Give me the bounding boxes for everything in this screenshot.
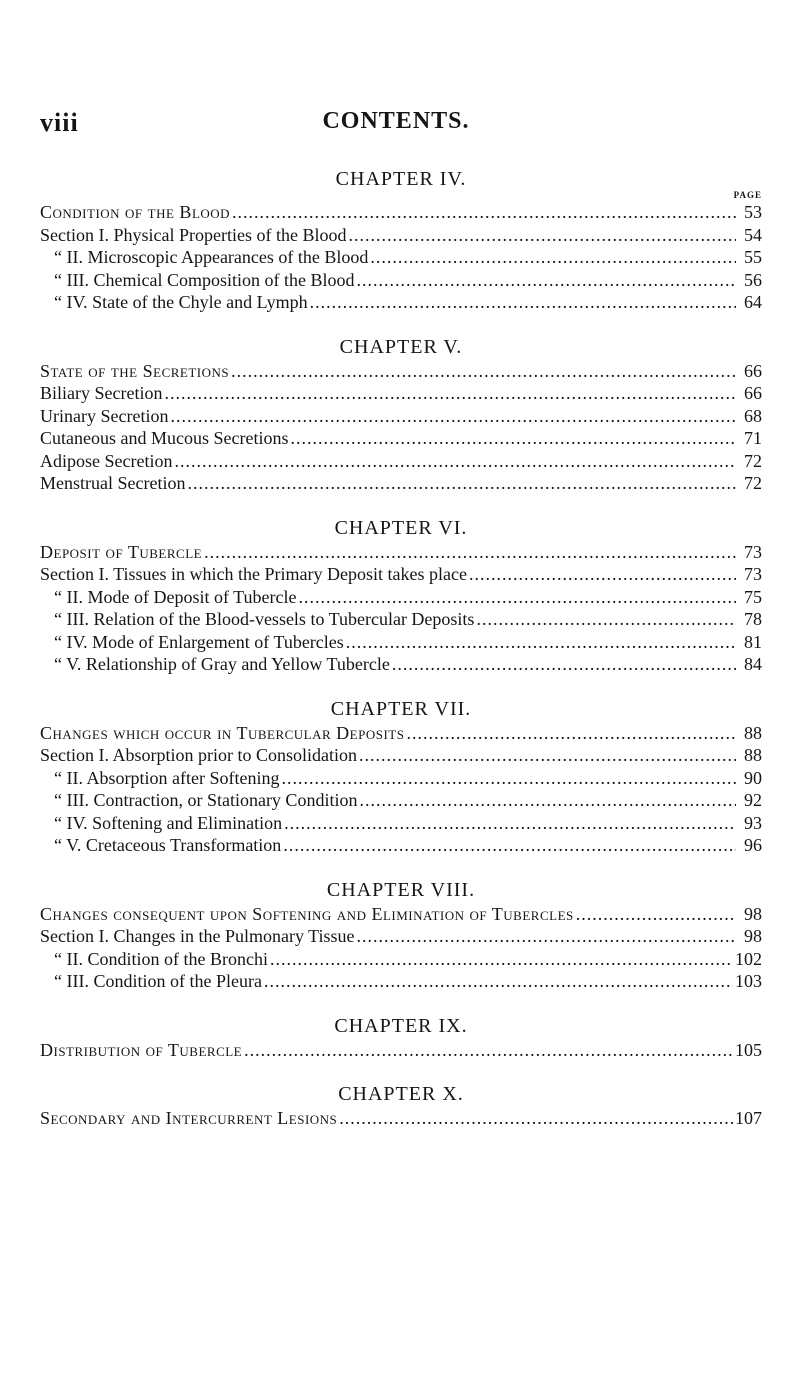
toc-entry[interactable]: [40, 450, 762, 473]
toc-entry-label: Menstrual Secretion: [40, 473, 186, 493]
toc-entry[interactable]: [40, 722, 762, 745]
toc-entry-page: 81: [744, 631, 762, 652]
toc-entry-label: “ II. Mode of Deposit of Tubercle: [54, 586, 297, 607]
dot-leader: [244, 1039, 733, 1062]
toc-entry-page: 107: [735, 1108, 762, 1128]
dot-leader: [298, 586, 736, 609]
dot-leader: [406, 722, 736, 745]
page-number-folio: viii: [40, 108, 79, 137]
dot-leader: [232, 201, 736, 224]
toc-entry-label: Section I. Absorption prior to Consolidation: [40, 745, 357, 765]
toc-entry-label: Changes consequent upon Softening and Elimination of Tubercles: [40, 903, 574, 924]
toc-entry[interactable]: [40, 653, 762, 676]
chapter-block: [40, 334, 762, 495]
toc-entry[interactable]: [40, 586, 762, 609]
chapter-block: [40, 696, 762, 857]
toc-entry[interactable]: [40, 970, 762, 993]
toc-entry-label: Deposit of Tubercle: [40, 541, 203, 562]
toc-entry-page: 96: [744, 835, 762, 855]
toc-entry-page: 88: [744, 722, 762, 743]
dot-leader: [346, 631, 736, 654]
toc-entry-label: Biliary Secretion: [40, 383, 163, 403]
toc-entry-label: “ II. Microscopic Appearances of the Blood: [54, 247, 369, 267]
toc-entry-label: Section I. Physical Properties of the Blood: [40, 224, 347, 245]
dot-leader: [164, 382, 736, 405]
toc-entry[interactable]: [40, 427, 762, 450]
dot-leader: [469, 563, 736, 586]
toc-entry[interactable]: [40, 246, 762, 269]
dot-leader: [392, 653, 736, 676]
toc-entry-label: “ III. Chemical Composition of the Blood: [54, 269, 355, 290]
toc-entry-page: 88: [744, 745, 762, 765]
toc-entry[interactable]: [40, 269, 762, 292]
dot-leader: [359, 789, 736, 812]
toc-entry-label: Condition of the Blood: [40, 202, 231, 222]
toc-entry-label: Urinary Secretion: [40, 405, 169, 426]
dot-leader: [283, 834, 736, 857]
toc-entry-label: “ IV. Mode of Enlargement of Tubercles: [54, 631, 344, 652]
toc-entry-page: 105: [735, 1039, 762, 1060]
toc-entry[interactable]: [40, 541, 762, 564]
toc-entry[interactable]: [40, 744, 762, 767]
dot-leader: [170, 405, 736, 428]
toc-entry[interactable]: [40, 608, 762, 631]
toc-entry-page: 72: [744, 473, 762, 493]
chapter-title: CHAPTER VI.: [334, 516, 468, 539]
toc-entry-page: 93: [744, 812, 762, 833]
toc-entry[interactable]: [40, 1107, 762, 1130]
chapter-title: CHAPTER IV.: [335, 168, 467, 190]
dot-leader: [476, 608, 736, 631]
toc-entry-page: 98: [744, 926, 762, 946]
toc-entry-label: Cutaneous and Mucous Secretions: [40, 428, 289, 448]
toc-entry[interactable]: [40, 382, 762, 405]
chapter-block: [40, 1081, 762, 1130]
dot-leader: [356, 269, 736, 292]
toc-entry-page: 78: [744, 609, 762, 629]
toc-entry-label: “ IV. Softening and Elimination: [54, 812, 283, 833]
chapter-block: [40, 515, 762, 676]
dot-leader: [264, 970, 733, 993]
toc-entry-page: 102: [735, 948, 762, 969]
toc-entry-label: “ III. Contraction, or Stationary Condition: [54, 790, 358, 810]
dot-leader: [339, 1107, 733, 1130]
dot-leader: [370, 246, 736, 269]
dot-leader: [204, 541, 736, 564]
toc-entry[interactable]: [40, 925, 762, 948]
toc-entry-page: 84: [744, 654, 762, 674]
toc-entry[interactable]: [40, 631, 762, 654]
toc-entry[interactable]: [40, 767, 762, 790]
toc-entry-page: 66: [744, 360, 762, 381]
dot-leader: [270, 948, 733, 971]
dot-leader: [290, 427, 736, 450]
toc-entry-page: 103: [735, 971, 762, 991]
toc-entry[interactable]: [40, 789, 762, 812]
toc-entry-label: “ V. Relationship of Gray and Yellow Tubercle: [54, 654, 390, 674]
dot-leader: [357, 925, 737, 948]
toc-entry-label: Secondary and Intercurrent Lesions: [40, 1108, 338, 1128]
toc-entry[interactable]: [40, 1039, 762, 1062]
dot-leader: [359, 744, 736, 767]
chapter-title: CHAPTER IX.: [334, 1014, 468, 1037]
toc-entry-page: 92: [744, 790, 762, 810]
toc-entry-label: Changes which occur in Tubercular Deposits: [40, 722, 405, 743]
dot-leader: [310, 291, 736, 314]
chapter-block: [40, 877, 762, 993]
toc-entry[interactable]: [40, 360, 762, 383]
toc-entry-label: Adipose Secretion: [40, 450, 173, 471]
toc-entry-label: “ II. Condition of the Bronchi: [54, 948, 268, 969]
table-of-contents: [40, 166, 762, 1150]
toc-entry[interactable]: [40, 948, 762, 971]
chapter-title: CHAPTER VII.: [330, 697, 472, 720]
toc-entry-page: 75: [744, 586, 762, 607]
page-header: [40, 108, 752, 138]
toc-entry[interactable]: [40, 405, 762, 428]
toc-entry-page: 73: [744, 564, 762, 584]
dot-leader: [174, 450, 736, 473]
chapter-title: CHAPTER V.: [339, 335, 463, 358]
chapter-block: [40, 1013, 762, 1062]
toc-entry-label: Distribution of Tubercle: [40, 1039, 243, 1060]
toc-entry-page: 66: [744, 383, 762, 403]
toc-entry-label: Section I. Tissues in which the Primary Deposit takes place: [40, 564, 467, 584]
toc-entry-label: Section I. Changes in the Pulmonary Tissue: [40, 926, 355, 946]
toc-entry-page: 64: [744, 292, 762, 312]
toc-entry[interactable]: [40, 903, 762, 926]
dot-leader: [231, 360, 736, 383]
toc-entry-label: “ IV. State of the Chyle and Lymph: [54, 292, 308, 312]
toc-entry-page: 56: [744, 269, 762, 290]
toc-entry[interactable]: [40, 563, 762, 586]
dot-leader: [187, 472, 736, 495]
toc-entry-page: 55: [744, 247, 762, 267]
running-head: CONTENTS.: [322, 108, 470, 134]
toc-entry[interactable]: [40, 201, 762, 224]
toc-entry-page: 72: [744, 450, 762, 471]
toc-entry-page: 53: [744, 202, 762, 222]
toc-entry[interactable]: [40, 834, 762, 857]
toc-entry-label: State of the Secretions: [40, 360, 230, 381]
toc-entry[interactable]: [40, 472, 762, 495]
toc-entry-page: 68: [744, 405, 762, 426]
dot-leader: [281, 767, 736, 790]
dot-leader: [348, 224, 736, 247]
toc-entry-label: “ V. Cretaceous Transformation: [54, 835, 282, 855]
dot-leader: [576, 903, 736, 926]
toc-entry-page: 71: [744, 428, 762, 448]
toc-entry-page: 98: [744, 903, 762, 924]
dot-leader: [284, 812, 736, 835]
chapter-title: CHAPTER VIII.: [326, 878, 476, 901]
toc-entry-label: “ III. Relation of the Blood-vessels to Tubercular Deposits: [54, 609, 475, 629]
chapter-title: CHAPTER X.: [338, 1083, 464, 1105]
toc-entry[interactable]: [40, 291, 762, 314]
toc-entry[interactable]: [40, 812, 762, 835]
toc-entry-page: 54: [744, 224, 762, 245]
toc-entry[interactable]: [40, 224, 762, 247]
page-column-label: PAGE: [733, 190, 762, 200]
toc-entry-page: 73: [744, 541, 762, 562]
toc-entry-label: “ II. Absorption after Softening: [54, 767, 280, 788]
toc-entry-label: “ III. Condition of the Pleura: [54, 971, 262, 991]
toc-entry-page: 90: [744, 767, 762, 788]
chapter-block: [40, 166, 762, 314]
